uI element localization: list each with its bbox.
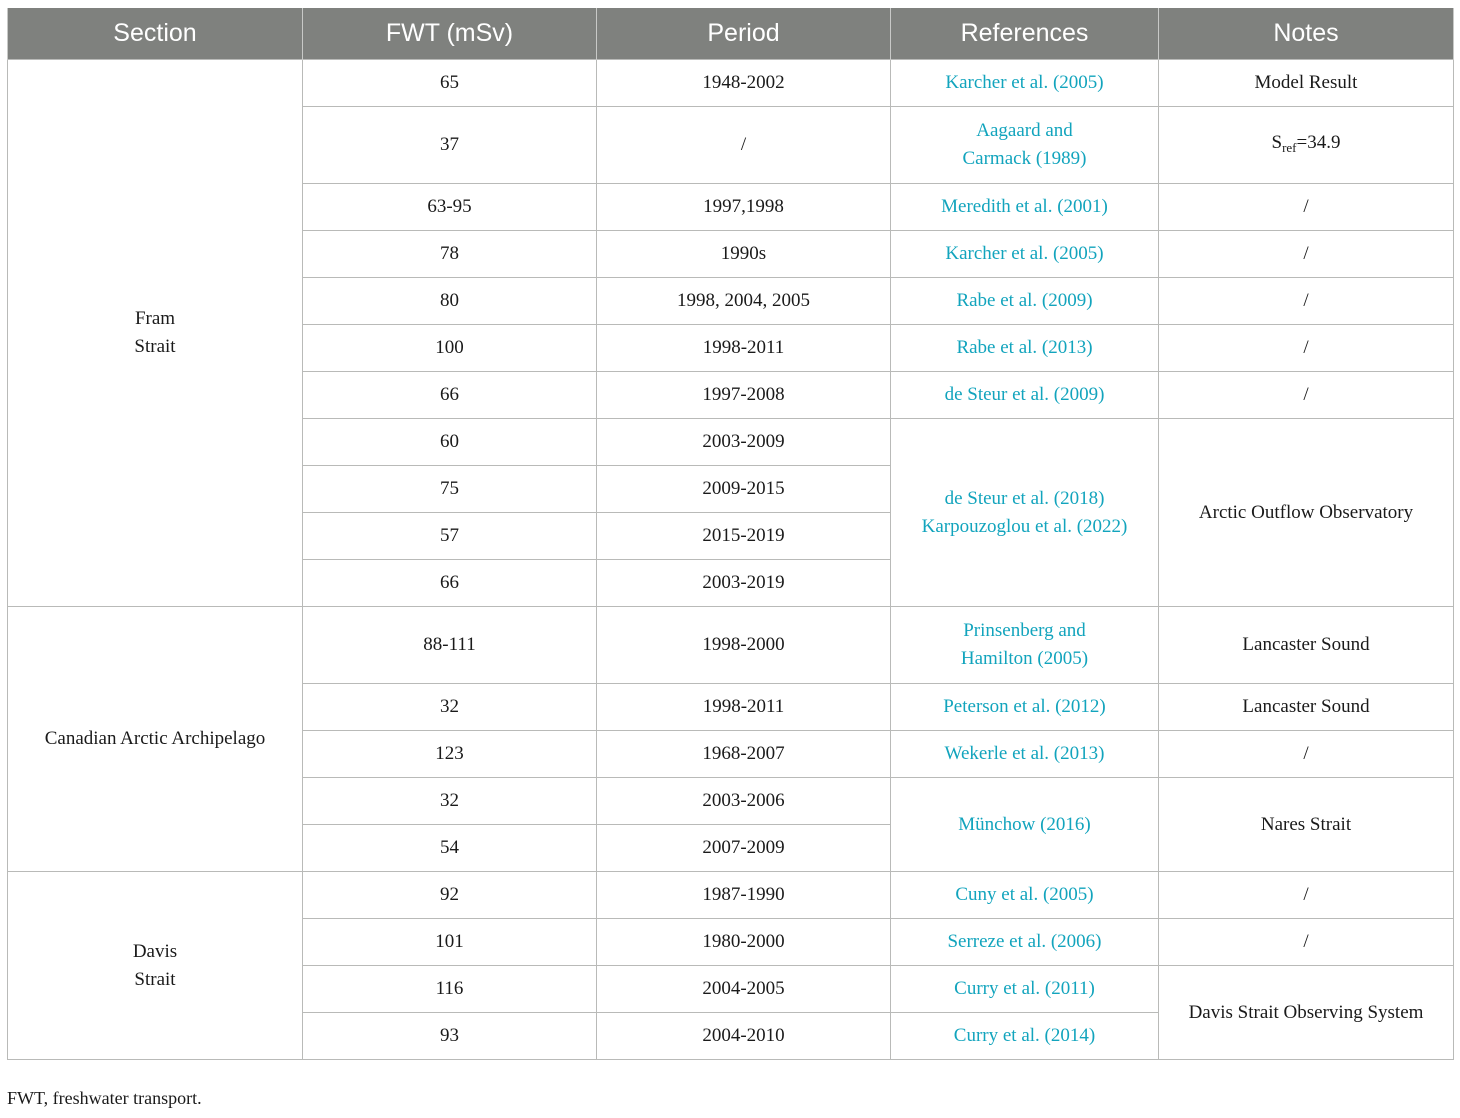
fwt-cell: 93 <box>303 1013 597 1060</box>
fwt-cell: 123 <box>303 731 597 778</box>
period-cell: 1998-2000 <box>597 607 891 684</box>
reference-link[interactable]: Rabe et al. (2013) <box>891 325 1159 372</box>
header-fwt: FWT (mSv) <box>303 8 597 60</box>
reference-line: Aagaard and <box>976 120 1073 141</box>
fwt-cell: 32 <box>303 778 597 825</box>
notes-cell: Davis Strait Observing System <box>1159 966 1454 1060</box>
period-cell: 1998-2011 <box>597 684 891 731</box>
fwt-cell: 101 <box>303 919 597 966</box>
reference-link[interactable]: Cuny et al. (2005) <box>891 872 1159 919</box>
notes-cell <box>1159 107 1454 184</box>
fwt-cell: 65 <box>303 60 597 107</box>
period-cell: 2007-2009 <box>597 825 891 872</box>
header-references: References <box>891 8 1159 60</box>
notes-cell: Lancaster Sound <box>1159 684 1454 731</box>
note-symbol: S <box>1271 131 1283 153</box>
fwt-cell: 78 <box>303 231 597 278</box>
period-cell: 2003-2006 <box>597 778 891 825</box>
notes-cell: Lancaster Sound <box>1159 607 1454 684</box>
notes-cell: / <box>1159 278 1454 325</box>
reference-link[interactable] <box>891 607 1159 684</box>
note-subscript: ref <box>1282 139 1297 155</box>
reference-line: de Steur et al. (2018) <box>944 487 1105 509</box>
reference-link[interactable] <box>891 107 1159 184</box>
notes-cell: / <box>1159 184 1454 231</box>
notes-cell: / <box>1159 231 1454 278</box>
reference-link[interactable]: Peterson et al. (2012) <box>891 684 1159 731</box>
fwt-cell: 100 <box>303 325 597 372</box>
period-cell: 2004-2010 <box>597 1013 891 1060</box>
table-footnote: FWT, freshwater transport. <box>7 1088 202 1108</box>
reference-link[interactable]: Wekerle et al. (2013) <box>891 731 1159 778</box>
reference-link[interactable]: Karcher et al. (2005) <box>891 60 1159 107</box>
notes-cell: / <box>1159 731 1454 778</box>
period-cell: 1997,1998 <box>597 184 891 231</box>
period-cell: 1998, 2004, 2005 <box>597 278 891 325</box>
period-cell: 1998-2011 <box>597 325 891 372</box>
fwt-cell: 66 <box>303 372 597 419</box>
period-cell: 2003-2009 <box>597 419 891 466</box>
header-row <box>8 8 1454 60</box>
reference-line: Hamilton (2005) <box>960 648 1089 669</box>
period-cell: 2015-2019 <box>597 513 891 560</box>
fwt-cell: 63-95 <box>303 184 597 231</box>
freshwater-transport-table <box>7 8 1454 1060</box>
reference-link[interactable]: Meredith et al. (2001) <box>891 184 1159 231</box>
table-row <box>8 872 1454 919</box>
period-cell: 1968-2007 <box>597 731 891 778</box>
section-canadian-arctic-archipelago: Canadian Arctic Archipelago <box>8 607 303 872</box>
fwt-cell: 66 <box>303 560 597 607</box>
reference-line: Carmack (1989) <box>962 148 1087 169</box>
table-row <box>8 607 1454 684</box>
fwt-cell: 75 <box>303 466 597 513</box>
period-cell: 1990s <box>597 231 891 278</box>
section-label-line: Fram <box>134 308 176 329</box>
section-davis-strait <box>8 872 303 1060</box>
notes-cell: Model Result <box>1159 60 1454 107</box>
fwt-cell: 92 <box>303 872 597 919</box>
section-label-line: Davis <box>132 940 178 962</box>
header-section: Section <box>8 8 303 60</box>
reference-link[interactable]: Serreze et al. (2006) <box>891 919 1159 966</box>
fwt-cell: 88-111 <box>303 607 597 684</box>
fwt-cell: 54 <box>303 825 597 872</box>
reference-line: Karpouzoglou et al. (2022) <box>921 515 1128 537</box>
note-value: =34.9 <box>1296 131 1341 153</box>
period-cell: 2004-2005 <box>597 966 891 1013</box>
reference-link[interactable]: Rabe et al. (2009) <box>891 278 1159 325</box>
period-cell: 1948-2002 <box>597 60 891 107</box>
reference-link[interactable]: Münchow (2016) <box>891 778 1159 872</box>
reference-link[interactable]: de Steur et al. (2009) <box>891 372 1159 419</box>
notes-cell: / <box>1159 372 1454 419</box>
table-row <box>8 60 1454 107</box>
notes-cell: Arctic Outflow Observatory <box>1159 419 1454 607</box>
fwt-cell: 80 <box>303 278 597 325</box>
fwt-cell: 37 <box>303 107 597 184</box>
table-container <box>7 8 1453 1060</box>
header-notes: Notes <box>1159 8 1454 60</box>
reference-link[interactable] <box>891 419 1159 607</box>
period-cell: / <box>597 107 891 184</box>
reference-link[interactable]: Curry et al. (2011) <box>891 966 1159 1013</box>
period-cell: 1997-2008 <box>597 372 891 419</box>
fwt-cell: 57 <box>303 513 597 560</box>
notes-cell: / <box>1159 325 1454 372</box>
period-cell: 2003-2019 <box>597 560 891 607</box>
fwt-cell: 116 <box>303 966 597 1013</box>
reference-link[interactable]: Curry et al. (2014) <box>891 1013 1159 1060</box>
fwt-cell: 32 <box>303 684 597 731</box>
section-fram-strait <box>8 60 303 607</box>
notes-cell: Nares Strait <box>1159 778 1454 872</box>
period-cell: 1980-2000 <box>597 919 891 966</box>
period-cell: 1987-1990 <box>597 872 891 919</box>
period-cell: 2009-2015 <box>597 466 891 513</box>
header-period: Period <box>597 8 891 60</box>
section-label-line: Strait <box>134 336 176 357</box>
notes-cell: / <box>1159 872 1454 919</box>
fwt-cell: 60 <box>303 419 597 466</box>
reference-link[interactable]: Karcher et al. (2005) <box>891 231 1159 278</box>
section-label-line: Strait <box>134 968 176 990</box>
notes-cell: / <box>1159 919 1454 966</box>
reference-line: Prinsenberg and <box>963 620 1086 641</box>
